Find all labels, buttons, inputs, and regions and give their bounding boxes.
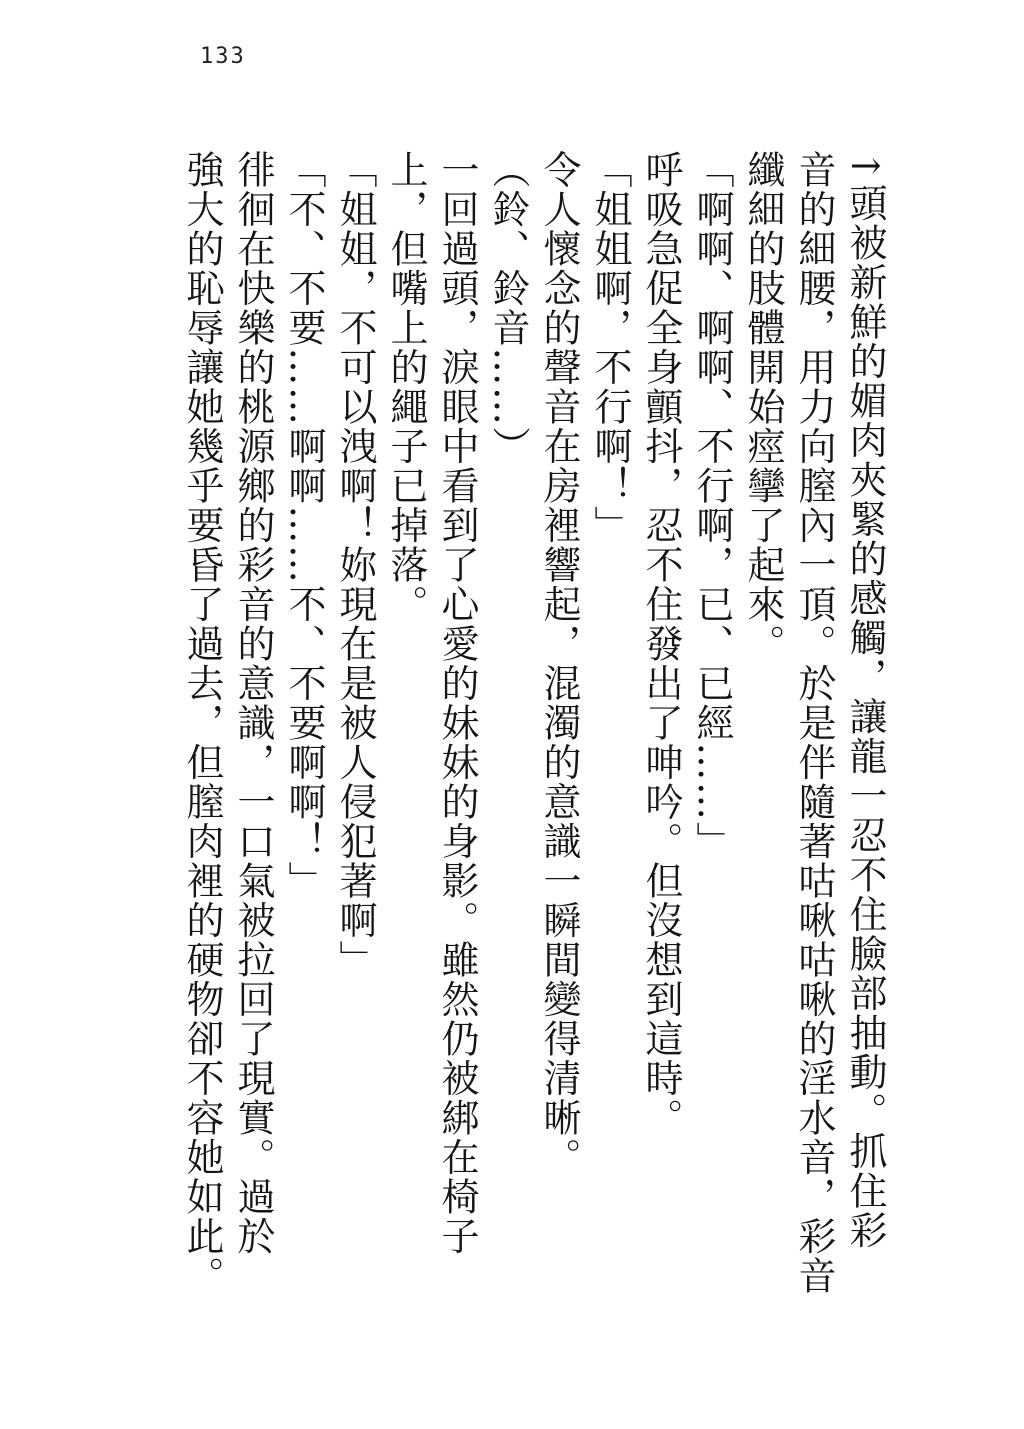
- text-line: 徘徊在快樂的桃源鄉的彩音的意識，一口氣被拉回了現實。過於: [231, 150, 275, 1256]
- text-line: 「啊啊、啊啊、不行啊，已、已經……」: [690, 150, 734, 861]
- text-line: 呼吸急促全身顫抖，忍不住發出了呻吟。但沒想到這時。: [639, 150, 683, 1138]
- text-line: 「姐姐啊，不行啊！」: [588, 150, 632, 545]
- text-line: 強大的恥辱讓她幾乎要昏了過去，但膣肉裡的硬物卻不容她如此。: [180, 150, 224, 1296]
- page-number: 133: [200, 44, 246, 69]
- text-line: ↑頭被新鮮的媚肉夾緊的感觸，讓龍一忍不住臉部抽動。抓住彩: [843, 150, 887, 1250]
- text-line: 「姐姐，不可以洩啊！妳現在是被人侵犯著啊」: [333, 150, 377, 980]
- text-line: 纖細的肢體開始痙攣了起來。: [741, 150, 785, 664]
- text-line: 音的細腰，用力向膣內一頂。於是伴隨著咕啾咕啾的淫水音，彩音: [792, 150, 836, 1296]
- text-line: 「不、不要……啊啊……不、不要啊啊！」: [282, 150, 326, 901]
- text-line: 一回過頭，淚眼中看到了心愛的妹妹的身影。雖然仍被綁在椅子: [435, 150, 479, 1256]
- text-line: 上，但嘴上的繩子已掉落。: [384, 150, 428, 624]
- text-line: （鈴、鈴音……）: [486, 150, 530, 466]
- vertical-text-block: [150, 150, 890, 1350]
- text-line: 令人懷念的聲音在房裡響起，混濁的意識一瞬間變得清晰。: [537, 150, 581, 1177]
